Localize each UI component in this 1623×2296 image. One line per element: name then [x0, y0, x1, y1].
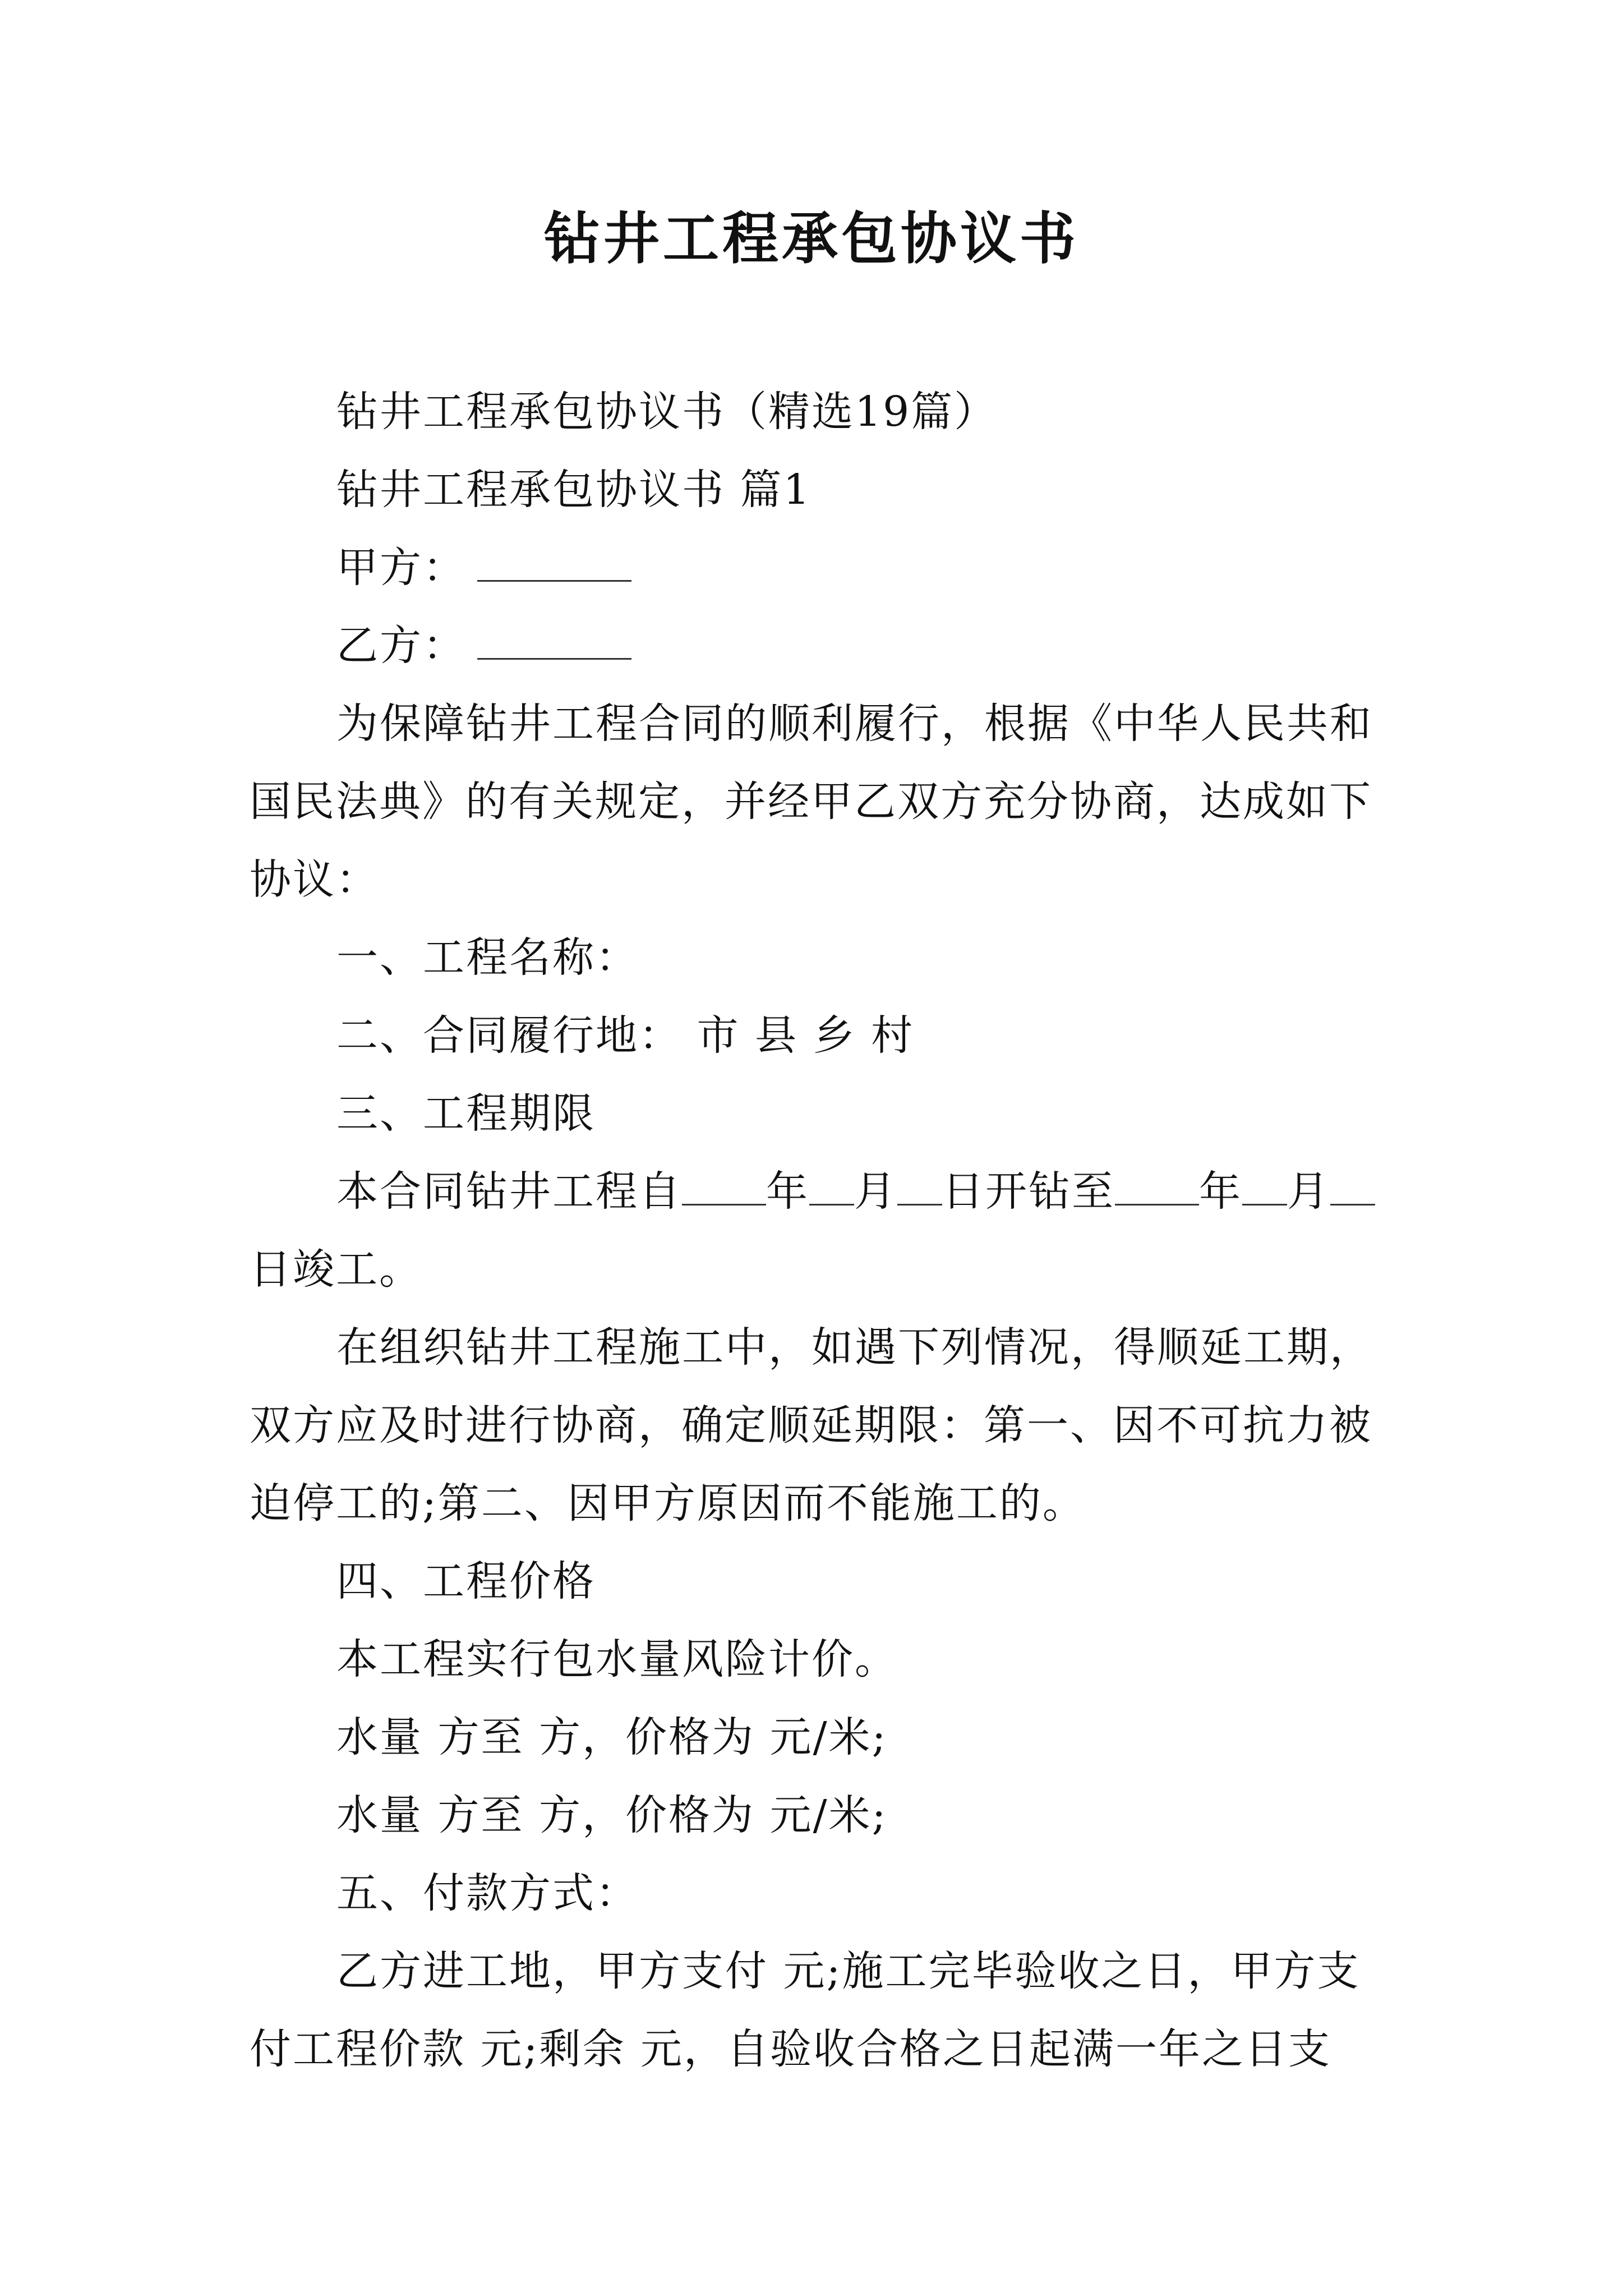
- year-blank-start: [682, 1170, 766, 1205]
- item-price-heading: 四、工程价格: [336, 1557, 596, 1605]
- party-b-label: 乙方：: [336, 622, 466, 670]
- period-prefix: 本合同钻井工程自: [336, 1167, 682, 1216]
- period-year2: 年: [1199, 1167, 1242, 1216]
- period-year1: 年: [766, 1167, 809, 1216]
- period-paragraph: [250, 1153, 1388, 1309]
- price-line-2: 水量 方至 方，价格为 元/米;: [336, 1791, 888, 1839]
- day-blank-end: [1330, 1170, 1375, 1205]
- party-a-label: 甲方：: [336, 544, 466, 592]
- price-line-1: 水量 方至 方，价格为 元/米;: [336, 1713, 888, 1761]
- subtitle: 钻井工程承包协议书（精选19篇）: [336, 388, 998, 436]
- period-month2: 月: [1287, 1167, 1330, 1216]
- item-place: 二、合同履行地： 市 县 乡 村: [336, 1011, 915, 1060]
- month-blank-start: [809, 1170, 854, 1205]
- item-payment-heading: 五、付款方式：: [336, 1869, 639, 1917]
- document-body: [250, 373, 1388, 2088]
- period-day1: 日开钻至: [942, 1167, 1115, 1216]
- payment-paragraph: 乙方进工地，甲方支付 元;施工完毕验收之日，甲方支付工程价款 元;剩余 元，自验收合格之日起满一年之日支: [250, 1947, 1361, 2073]
- section-heading: 钻井工程承包协议书 篇1: [336, 466, 811, 514]
- party-a-blank: [477, 546, 631, 582]
- month-blank-end: [1242, 1170, 1287, 1205]
- delay-paragraph: 在组织钻井工程施工中，如遇下列情况，得顺延工期，双方应及时进行协商，确定顺延期限：第一、因不可抗力被迫停工的;第二、因甲方原因而不能施工的。: [250, 1323, 1373, 1527]
- item-project-name: 一、工程名称：: [336, 933, 639, 982]
- period-suffix: 日竣工。: [250, 1245, 422, 1294]
- intro-paragraph: 为保障钻井工程合同的顺利履行，根据《中华人民共和国民法典》的有关规定，并经甲乙双方充分协商，达成如下协议：: [250, 700, 1373, 904]
- document-title: 钻井工程承包协议书: [544, 205, 1079, 272]
- period-month1: 月: [854, 1167, 897, 1216]
- party-b-line: [250, 607, 1388, 685]
- item-period-heading: 三、工程期限: [336, 1089, 596, 1138]
- pricing-method: 本工程实行包水量风险计价。: [336, 1635, 898, 1683]
- party-a-line: [250, 529, 1388, 607]
- year-blank-end: [1115, 1170, 1199, 1205]
- day-blank-start: [897, 1170, 942, 1205]
- party-b-blank: [477, 624, 631, 660]
